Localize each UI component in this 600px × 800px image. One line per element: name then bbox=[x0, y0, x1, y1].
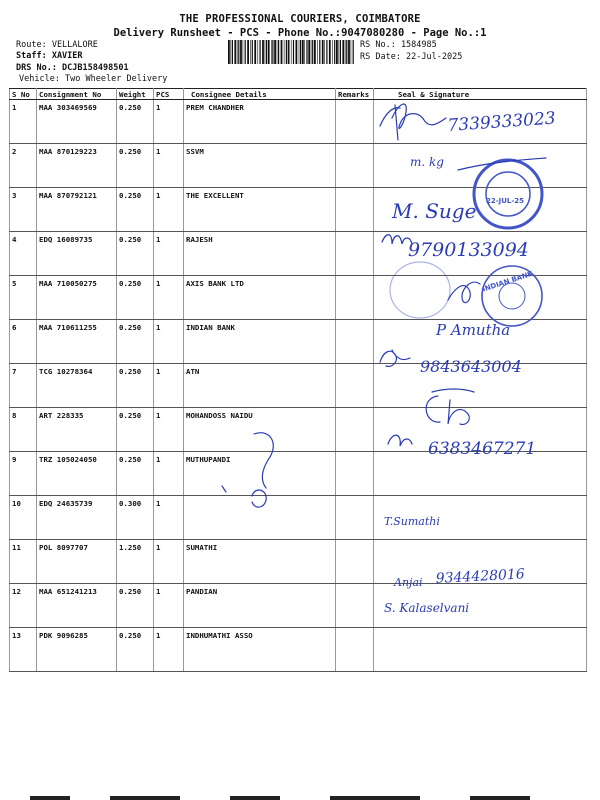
cell-sno: 1 bbox=[10, 100, 37, 144]
cell-seal-signature bbox=[374, 232, 587, 276]
cell-consignee: AXIS BANK LTD bbox=[184, 276, 336, 320]
cell-consignee: MOHANDOSS NAIDU bbox=[184, 408, 336, 452]
cell-pcs: 1 bbox=[154, 364, 184, 408]
cell-weight: 0.250 bbox=[117, 188, 154, 232]
handwritten-initials-row2: m. kg bbox=[410, 155, 444, 169]
cell-pcs: 1 bbox=[154, 188, 184, 232]
cell-consignee: INDIAN BANK bbox=[184, 320, 336, 364]
cell-consignee: PANDIAN bbox=[184, 584, 336, 628]
cell-consignment-no: TCG 10278364 bbox=[37, 364, 117, 408]
handwritten-signature-row6: P Amutha bbox=[436, 321, 511, 339]
cell-sno: 11 bbox=[10, 540, 37, 584]
cell-remarks bbox=[336, 584, 374, 628]
cell-remarks bbox=[336, 232, 374, 276]
cell-weight: 0.250 bbox=[117, 144, 154, 188]
cell-weight: 0.300 bbox=[117, 496, 154, 540]
table-row bbox=[10, 100, 587, 144]
table-row bbox=[10, 628, 587, 672]
cell-pcs: 1 bbox=[154, 628, 184, 672]
handwritten-phone-row7: 9843643004 bbox=[420, 357, 522, 376]
handwritten-signature-row3: M. Suge bbox=[392, 199, 477, 223]
cell-remarks bbox=[336, 320, 374, 364]
cell-consignment-no: MAA 870129223 bbox=[37, 144, 117, 188]
table-row bbox=[10, 276, 587, 320]
page-bottom-edge-marks bbox=[0, 796, 600, 800]
table-row bbox=[10, 540, 587, 584]
cell-pcs: 1 bbox=[154, 276, 184, 320]
cell-pcs: 1 bbox=[154, 452, 184, 496]
runsheet-table bbox=[9, 88, 587, 672]
handwritten-phone-row9: 6383467271 bbox=[428, 439, 537, 459]
cell-consignment-no: TRZ 105024050 bbox=[37, 452, 117, 496]
cell-sno: 8 bbox=[10, 408, 37, 452]
cell-consignee: MUTHUPANDI bbox=[184, 452, 336, 496]
cell-sno: 6 bbox=[10, 320, 37, 364]
cell-consignee bbox=[184, 496, 336, 540]
cell-remarks bbox=[336, 540, 374, 584]
barcode bbox=[228, 40, 356, 64]
cell-pcs: 1 bbox=[154, 320, 184, 364]
cell-remarks bbox=[336, 452, 374, 496]
cell-seal-signature bbox=[374, 584, 587, 628]
cell-weight: 0.250 bbox=[117, 100, 154, 144]
cell-pcs: 1 bbox=[154, 584, 184, 628]
handwritten-signature-row11: T.Sumathi bbox=[384, 515, 440, 528]
cell-remarks bbox=[336, 364, 374, 408]
cell-consignee: SUMATHI bbox=[184, 540, 336, 584]
handwritten-phone-row12: 9344428016 bbox=[435, 566, 526, 587]
cell-consignment-no: MAA 870792121 bbox=[37, 188, 117, 232]
handwritten-name-row12: Anjai bbox=[394, 576, 423, 589]
cell-consignee: THE EXCELLENT bbox=[184, 188, 336, 232]
cell-sno: 12 bbox=[10, 584, 37, 628]
table-row bbox=[10, 320, 587, 364]
cell-consignment-no: MAA 710050275 bbox=[37, 276, 117, 320]
col-header-consignee: Consignee Details bbox=[184, 89, 336, 100]
cell-consignee: INDHUMATHI ASSO bbox=[184, 628, 336, 672]
cell-consignment-no: MAA 303469569 bbox=[37, 100, 117, 144]
cell-sno: 13 bbox=[10, 628, 37, 672]
cell-weight: 0.250 bbox=[117, 276, 154, 320]
runsheet-subtitle: Delivery Runsheet - PCS - Phone No.:9047080280 - Page No.:1 bbox=[113, 27, 487, 39]
cell-sno: 2 bbox=[10, 144, 37, 188]
cell-consignee: PREM CHANDHER bbox=[184, 100, 336, 144]
rs-date: RS Date: 22-Jul-2025 bbox=[360, 52, 463, 62]
cell-remarks bbox=[336, 144, 374, 188]
cell-weight: 0.250 bbox=[117, 628, 154, 672]
cell-pcs: 1 bbox=[154, 540, 184, 584]
cell-seal-signature bbox=[374, 452, 587, 496]
cell-weight: 0.250 bbox=[117, 364, 154, 408]
seal-text-row6: INDIAN BANK bbox=[481, 269, 534, 294]
cell-consignment-no: POL 8097707 bbox=[37, 540, 117, 584]
handwritten-phone-row4: 9790133094 bbox=[408, 239, 529, 261]
cell-remarks bbox=[336, 628, 374, 672]
cell-sno: 7 bbox=[10, 364, 37, 408]
cell-consignee: SSVM bbox=[184, 144, 336, 188]
cell-pcs: 1 bbox=[154, 496, 184, 540]
cell-consignment-no: PDK 9096285 bbox=[37, 628, 117, 672]
cell-remarks bbox=[336, 276, 374, 320]
col-header-seal-signature: Seal & Signature bbox=[374, 89, 587, 100]
table-header-row bbox=[10, 89, 587, 100]
cell-pcs: 1 bbox=[154, 100, 184, 144]
table-row bbox=[10, 496, 587, 540]
cell-consignment-no: EDQ 16089735 bbox=[37, 232, 117, 276]
cell-seal-signature bbox=[374, 408, 587, 452]
cell-seal-signature bbox=[374, 496, 587, 540]
rs-number: RS No.: 1584985 bbox=[360, 40, 437, 50]
cell-consignment-no: MAA 710611255 bbox=[37, 320, 117, 364]
cell-seal-signature bbox=[374, 100, 587, 144]
cell-consignment-no: MAA 651241213 bbox=[37, 584, 117, 628]
col-header-consignment: Consignment No bbox=[37, 89, 117, 100]
cell-weight: 0.250 bbox=[117, 320, 154, 364]
cell-weight: 0.250 bbox=[117, 232, 154, 276]
cell-seal-signature bbox=[374, 188, 587, 232]
cell-sno: 5 bbox=[10, 276, 37, 320]
cell-seal-signature bbox=[374, 540, 587, 584]
col-header-pcs: PCS bbox=[154, 89, 184, 100]
drs-number: DRS No.: DCJB158498501 bbox=[16, 63, 129, 73]
table-row bbox=[10, 408, 587, 452]
cell-seal-signature bbox=[374, 276, 587, 320]
table-row bbox=[10, 144, 587, 188]
table-row bbox=[10, 584, 587, 628]
table-row bbox=[10, 364, 587, 408]
cell-remarks bbox=[336, 496, 374, 540]
cell-weight: 0.250 bbox=[117, 408, 154, 452]
staff-label: Staff: XAVIER bbox=[16, 51, 83, 61]
cell-pcs: 1 bbox=[154, 232, 184, 276]
cell-seal-signature bbox=[374, 320, 587, 364]
cell-consignment-no: ART 228335 bbox=[37, 408, 117, 452]
cell-sno: 9 bbox=[10, 452, 37, 496]
cell-remarks bbox=[336, 188, 374, 232]
route-label: Route: VELLALORE bbox=[16, 40, 98, 50]
cell-weight: 0.250 bbox=[117, 584, 154, 628]
cell-remarks bbox=[336, 408, 374, 452]
cell-weight: 0.250 bbox=[117, 452, 154, 496]
cell-seal-signature bbox=[374, 364, 587, 408]
cell-seal-signature bbox=[374, 144, 587, 188]
cell-sno: 4 bbox=[10, 232, 37, 276]
vehicle-label: Vehicle: Two Wheeler Delivery bbox=[19, 74, 168, 84]
col-header-weight: Weight bbox=[117, 89, 154, 100]
cell-remarks bbox=[336, 100, 374, 144]
cell-consignee: RAJESH bbox=[184, 232, 336, 276]
cell-consignment-no: EDQ 24635739 bbox=[37, 496, 117, 540]
seal-date-row3: 22-JUL-25 bbox=[486, 197, 525, 205]
cell-pcs: 1 bbox=[154, 144, 184, 188]
cell-pcs: 1 bbox=[154, 408, 184, 452]
cell-seal-signature bbox=[374, 628, 587, 672]
table-row bbox=[10, 452, 587, 496]
col-header-remarks: Remarks bbox=[336, 89, 374, 100]
cell-consignee: ATN bbox=[184, 364, 336, 408]
cell-weight: 1.250 bbox=[117, 540, 154, 584]
cell-sno: 3 bbox=[10, 188, 37, 232]
cell-sno: 10 bbox=[10, 496, 37, 540]
table-row bbox=[10, 188, 587, 232]
col-header-sno: S No bbox=[10, 89, 37, 100]
company-title: THE PROFESSIONAL COURIERS, COIMBATORE bbox=[179, 13, 421, 25]
table-row bbox=[10, 232, 587, 276]
handwritten-phone-row1: 7339333023 bbox=[446, 108, 557, 136]
handwritten-signature-row13: S. Kalaselvani bbox=[384, 601, 470, 615]
